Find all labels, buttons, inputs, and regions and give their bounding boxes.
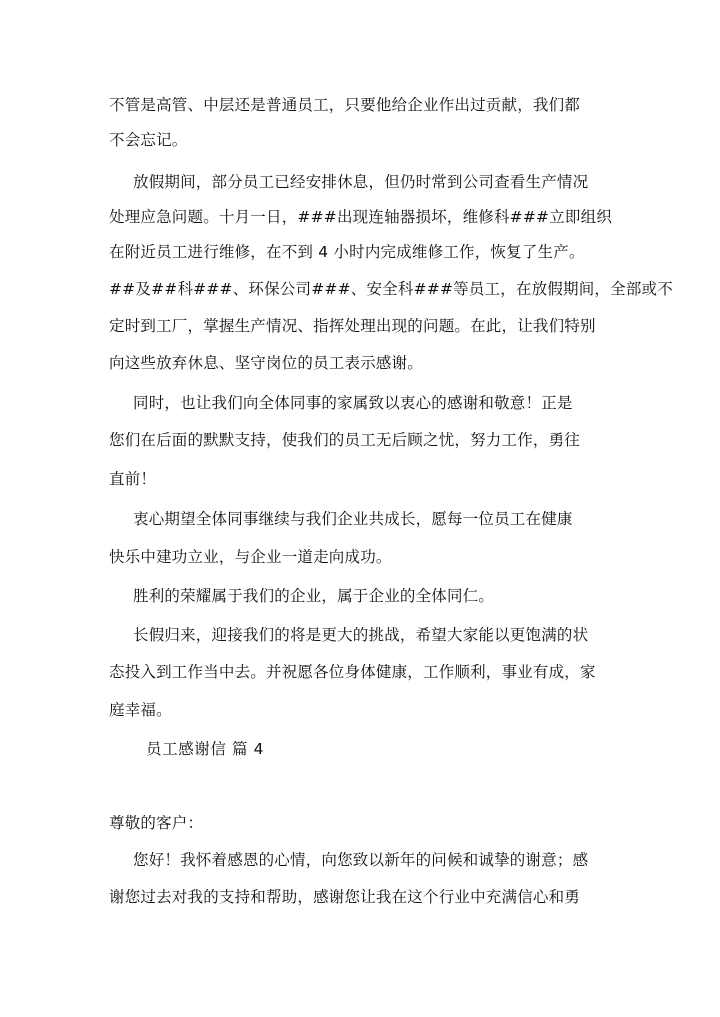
text-line: 不会忘记。 [109,131,188,149]
text-line: 处理应急问题。十月一日，###出现连轴器损坏，维修科###立即组织 [109,208,613,226]
paragraph-start: 同时，也让我们向全体同事的家属致以衷心的感谢和敬意！正是 [133,394,573,412]
salutation: 尊敬的客户： [109,814,204,832]
text-line: 在附近员工进行维修，在不到 4 小时内完成维修工作，恢复了生产。 [109,243,585,261]
text-line: 态投入到工作当中去。并祝愿各位身体健康，工作顺利，事业有成，家 [109,663,596,681]
paragraph-start: 衷心期望全体同事继续与我们企业共成长，愿每一位员工在健康 [133,510,573,528]
text-line: 不管是高管、中层还是普通员工，只要他给企业作出过贡献，我们都 [109,96,581,114]
section-heading: 员工感谢信 篇 4 [146,740,265,758]
text-line: 快乐中建功立业，与企业一道走向成功。 [109,548,392,566]
text-line: 定时到工厂，掌握生产情况、指挥处理出现的问题。在此，让我们特别 [109,317,596,335]
text-line: 庭幸福。 [109,701,172,719]
paragraph-start: 长假归来，迎接我们的将是更大的挑战，希望大家能以更饱满的状 [133,626,589,644]
paragraph-start: 您好！我怀着感恩的心情，向您致以新年的问候和诚挚的谢意；感 [133,851,589,869]
text-line: 直前！ [109,470,157,488]
text-line: 向这些放弃休息、坚守岗位的员工表示感谢。 [109,354,424,372]
text-line: ##及##科###、环保公司###、安全科###等员工，在放假期间，全部或不 [109,280,673,298]
paragraph-start: 放假期间，部分员工已经安排休息，但仍时常到公司查看生产情况 [133,173,589,191]
paragraph-start: 胜利的荣耀属于我们的企业，属于企业的全体同仁。 [133,587,495,605]
text-line: 您们在后面的默默支持，使我们的员工无后顾之忧，努力工作，勇往 [109,431,581,449]
text-line: 谢您过去对我的支持和帮助，感谢您让我在这个行业中充满信心和勇 [109,888,581,906]
